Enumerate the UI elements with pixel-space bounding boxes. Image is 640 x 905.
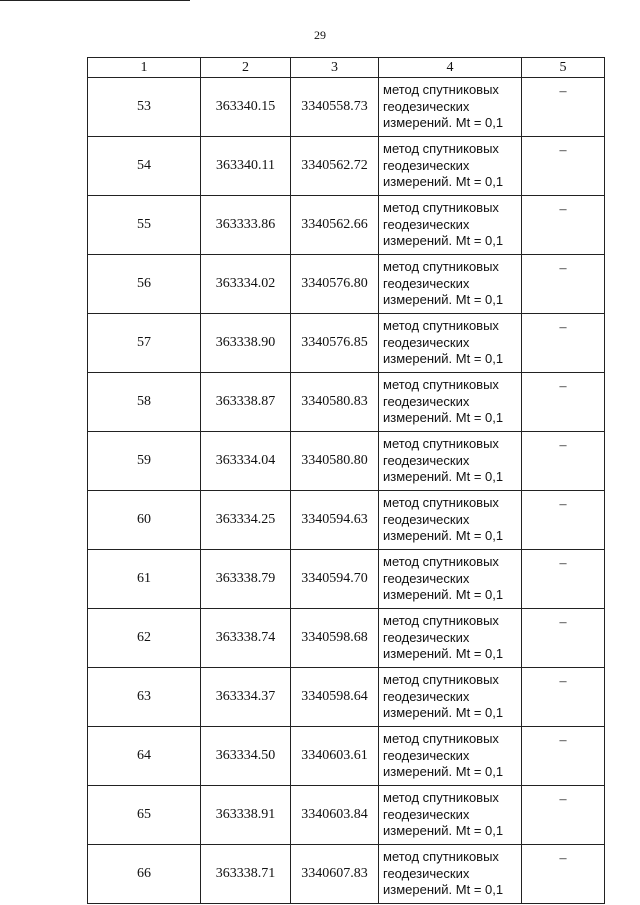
y-coordinate-cell: 3340576.85 (291, 314, 379, 373)
method-line: измерений. Mt = 0,1 (383, 174, 504, 190)
note-cell: – (522, 609, 605, 668)
method-cell (379, 78, 522, 137)
method-line: измерений. Mt = 0,1 (383, 882, 504, 898)
method-line: геодезических (383, 806, 470, 822)
method-line: измерений. Mt = 0,1 (383, 351, 504, 367)
method-line: метод спутниковых (383, 672, 499, 688)
table-body (88, 78, 605, 904)
method-line: метод спутниковых (383, 436, 499, 452)
header-col-2: 2 (201, 58, 291, 78)
method-line: геодезических (383, 452, 470, 468)
note-cell: – (522, 196, 605, 255)
x-coordinate-cell: 363333.86 (201, 196, 291, 255)
method-cell (379, 845, 522, 904)
method-cell (379, 668, 522, 727)
y-coordinate-cell: 3340594.70 (291, 550, 379, 609)
table-row (88, 78, 605, 137)
method-line: метод спутниковых (383, 790, 499, 806)
x-coordinate-cell: 363334.04 (201, 432, 291, 491)
method-line: метод спутниковых (383, 200, 499, 216)
header-col-3: 3 (291, 58, 379, 78)
method-line: метод спутниковых (383, 731, 499, 747)
method-cell (379, 196, 522, 255)
point-number-cell: 53 (88, 78, 201, 137)
x-coordinate-cell: 363338.79 (201, 550, 291, 609)
x-coordinate-cell: 363340.11 (201, 137, 291, 196)
method-cell (379, 550, 522, 609)
method-line: геодезических (383, 334, 470, 350)
method-cell (379, 255, 522, 314)
method-line: измерений. Mt = 0,1 (383, 646, 504, 662)
coordinates-table (87, 57, 605, 904)
table-row (88, 432, 605, 491)
method-cell (379, 727, 522, 786)
note-cell: – (522, 668, 605, 727)
note-cell: – (522, 78, 605, 137)
header-col-4: 4 (379, 58, 522, 78)
note-cell: – (522, 491, 605, 550)
x-coordinate-cell: 363338.87 (201, 373, 291, 432)
table-row (88, 668, 605, 727)
method-line: геодезических (383, 98, 470, 114)
table-row (88, 786, 605, 845)
point-number-cell: 60 (88, 491, 201, 550)
table-row (88, 550, 605, 609)
header-col-1: 1 (88, 58, 201, 78)
method-cell (379, 373, 522, 432)
x-coordinate-cell: 363340.15 (201, 78, 291, 137)
method-line: измерений. Mt = 0,1 (383, 410, 504, 426)
table-row (88, 845, 605, 904)
method-line: геодезических (383, 511, 470, 527)
method-line: геодезических (383, 629, 470, 645)
x-coordinate-cell: 363338.74 (201, 609, 291, 668)
y-coordinate-cell: 3340558.73 (291, 78, 379, 137)
note-cell: – (522, 845, 605, 904)
method-cell (379, 137, 522, 196)
note-cell: – (522, 314, 605, 373)
method-line: измерений. Mt = 0,1 (383, 823, 504, 839)
method-cell (379, 491, 522, 550)
method-line: метод спутниковых (383, 318, 499, 334)
table-row (88, 491, 605, 550)
x-coordinate-cell: 363334.37 (201, 668, 291, 727)
method-line: метод спутниковых (383, 377, 499, 393)
x-coordinate-cell: 363334.25 (201, 491, 291, 550)
y-coordinate-cell: 3340562.72 (291, 137, 379, 196)
point-number-cell: 66 (88, 845, 201, 904)
y-coordinate-cell: 3340580.83 (291, 373, 379, 432)
method-line: геодезических (383, 393, 470, 409)
method-line: измерений. Mt = 0,1 (383, 233, 504, 249)
note-cell: – (522, 786, 605, 845)
y-coordinate-cell: 3340562.66 (291, 196, 379, 255)
page-number: 29 (314, 28, 326, 42)
method-cell (379, 432, 522, 491)
method-line: геодезических (383, 747, 470, 763)
point-number-cell: 54 (88, 137, 201, 196)
table-row (88, 373, 605, 432)
table-row (88, 196, 605, 255)
y-coordinate-cell: 3340598.64 (291, 668, 379, 727)
point-number-cell: 59 (88, 432, 201, 491)
top-rule (0, 0, 190, 1)
y-coordinate-cell: 3340576.80 (291, 255, 379, 314)
y-coordinate-cell: 3340603.84 (291, 786, 379, 845)
table-row (88, 727, 605, 786)
note-cell: – (522, 727, 605, 786)
method-line: измерений. Mt = 0,1 (383, 587, 504, 603)
method-line: геодезических (383, 275, 470, 291)
y-coordinate-cell: 3340594.63 (291, 491, 379, 550)
method-line: геодезических (383, 157, 470, 173)
note-cell: – (522, 432, 605, 491)
method-line: геодезических (383, 688, 470, 704)
method-line: метод спутниковых (383, 849, 499, 865)
method-line: метод спутниковых (383, 613, 499, 629)
method-line: метод спутниковых (383, 259, 499, 275)
point-number-cell: 55 (88, 196, 201, 255)
method-line: метод спутниковых (383, 554, 499, 570)
y-coordinate-cell: 3340580.80 (291, 432, 379, 491)
table-row (88, 609, 605, 668)
table-row (88, 255, 605, 314)
x-coordinate-cell: 363338.91 (201, 786, 291, 845)
method-line: метод спутниковых (383, 82, 499, 98)
point-number-cell: 63 (88, 668, 201, 727)
point-number-cell: 58 (88, 373, 201, 432)
note-cell: – (522, 550, 605, 609)
x-coordinate-cell: 363334.50 (201, 727, 291, 786)
note-cell: – (522, 373, 605, 432)
point-number-cell: 57 (88, 314, 201, 373)
method-line: метод спутниковых (383, 495, 499, 511)
table-row (88, 137, 605, 196)
x-coordinate-cell: 363334.02 (201, 255, 291, 314)
method-cell (379, 786, 522, 845)
method-line: геодезических (383, 865, 470, 881)
y-coordinate-cell: 3340603.61 (291, 727, 379, 786)
x-coordinate-cell: 363338.71 (201, 845, 291, 904)
point-number-cell: 61 (88, 550, 201, 609)
method-line: измерений. Mt = 0,1 (383, 528, 504, 544)
method-line: метод спутниковых (383, 141, 499, 157)
method-cell (379, 609, 522, 668)
note-cell: – (522, 137, 605, 196)
method-cell (379, 314, 522, 373)
x-coordinate-cell: 363338.90 (201, 314, 291, 373)
method-line: геодезических (383, 570, 470, 586)
method-line: измерений. Mt = 0,1 (383, 115, 504, 131)
y-coordinate-cell: 3340598.68 (291, 609, 379, 668)
method-line: измерений. Mt = 0,1 (383, 469, 504, 485)
point-number-cell: 56 (88, 255, 201, 314)
y-coordinate-cell: 3340607.83 (291, 845, 379, 904)
note-cell: – (522, 255, 605, 314)
table-header-row (88, 58, 605, 78)
method-line: измерений. Mt = 0,1 (383, 292, 504, 308)
method-line: геодезических (383, 216, 470, 232)
table-row (88, 314, 605, 373)
point-number-cell: 62 (88, 609, 201, 668)
point-number-cell: 65 (88, 786, 201, 845)
point-number-cell: 64 (88, 727, 201, 786)
header-col-5: 5 (522, 58, 605, 78)
method-line: измерений. Mt = 0,1 (383, 764, 504, 780)
method-line: измерений. Mt = 0,1 (383, 705, 504, 721)
